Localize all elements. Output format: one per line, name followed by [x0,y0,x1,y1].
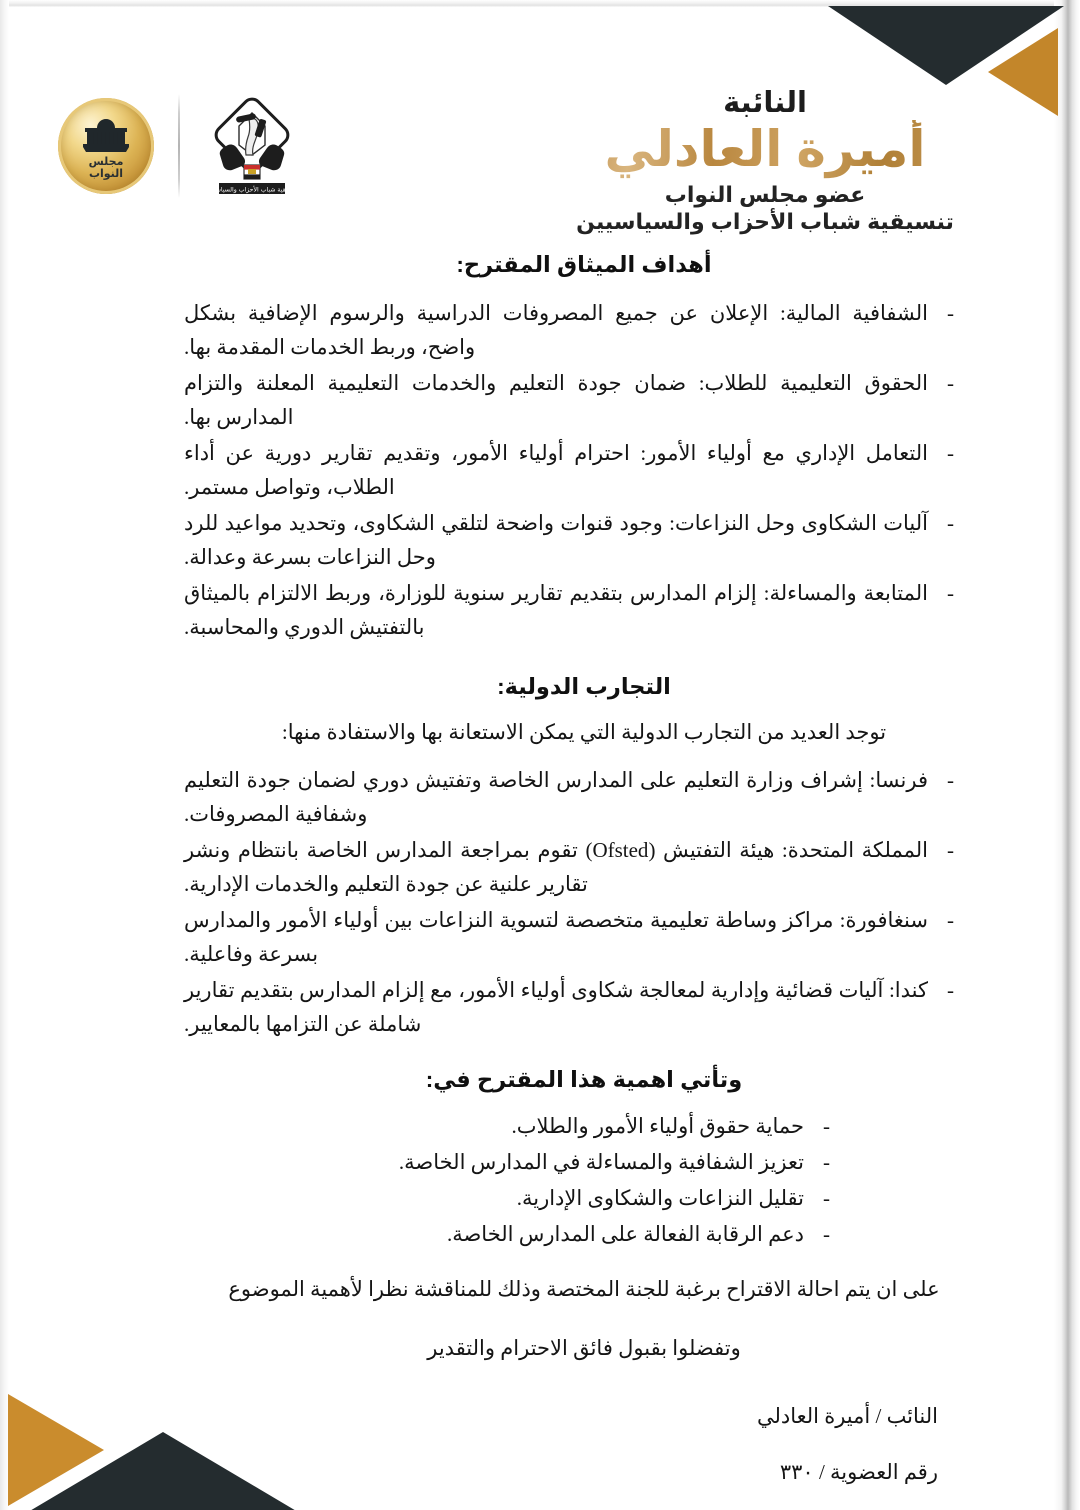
header-subtitle-affiliation: تنسيقية شباب الأحزاب والسياسيين [576,209,954,235]
signature-block [184,1400,984,1489]
parliament-seal-logo [58,98,154,194]
svg-text:مجلس: مجلس [88,155,124,168]
header-subtitle-role: عضو مجلس النواب [664,182,866,208]
svg-text:تنسيقية شباب الأحزاب والسياسيي: تنسيقية شباب الأحزاب والسياسيين [207,186,297,194]
header-title-prefix: النائبة [723,87,807,119]
list-item: - التعامل الإداري مع أولياء الأمور: احترام أولياء الأمور، وتقديم تقارير دورية عن أداء الطلاب، وتواصل مستمر. [184,436,958,504]
importance-heading: وتأتي اهمية هذا المقترح في: [425,1066,743,1092]
signature-name: النائب / أميرة العادلي [756,1404,938,1429]
page-right-edge [1054,0,1080,1510]
list-item: - المتابعة والمساءلة: إلزام المدارس بتقديم تقارير سنوية للوزارة، وربط الالتزام بالميثاق بالتفتيش الدوري والمحاسبة. [184,576,958,644]
svg-text:النواب: النواب [88,167,124,180]
list-item: - دعم الرقابة الفعالة على المدارس الخاصة. [184,1217,834,1251]
list-item: - حماية حقوق أولياء الأمور والطلاب. [184,1109,834,1143]
header-member-name: أميرة العادلي [555,120,975,179]
document-body [184,252,984,1489]
list-item: - كندا: آليات قضائية وإدارية لمعالجة شكاوى أولياء الأمور، مع إلزام المدارس بتقديم تقارير شاملة عن التزامها بالمعايير. [184,973,958,1041]
list-item: - تقليل النزاعات والشكاوى الإدارية. [184,1181,834,1215]
list-item: - تعزيز الشفافية والمساءلة في المدارس الخاصة. [184,1145,834,1179]
list-item: - الحقوق التعليمية للطلاب: ضمان جودة التعليم والخدمات التعليمية المعلنة والتزام المدارس بها. [184,366,958,434]
list-item: - الشفافية المالية: الإعلان عن جميع المصروفات الدراسية والرسوم الإضافية بشكل واضح، وربط الخدمات المقدمة بها. [184,296,958,364]
objectives-list [184,296,984,644]
header-title-block [555,88,975,236]
signature-membership-number: رقم العضوية / ٣٣٠ [779,1459,938,1484]
closing-regards: وتفضلوا بقبول فائق الاحترام والتقدير [427,1336,741,1361]
logo-divider [178,94,180,198]
importance-list [184,1109,984,1251]
international-list [184,763,984,1041]
list-item: - سنغافورة: مراكز وساطة تعليمية متخصصة لتسوية النزاعات بين أولياء الأمور والمدارس بسرعة وفاعلية. [184,903,958,971]
international-intro: توجد العديد من التجارب الدولية التي يمكن الاستعانة بها والاستفادة منها: [281,720,887,745]
youth-parties-coordination-logo [204,92,300,200]
objectives-heading: أهداف الميثاق المقترح: [456,252,712,277]
list-item: - آليات الشكاوى وحل النزاعات: وجود قنوات واضحة لتلقي الشكاوى، وتحديد مواعيد للرد وحل النزاعات بسرعة وعدالة. [184,506,958,574]
closing-request: على ان يتم احالة الاقتراح برغبة للجنة المختصة وذلك للمناقشة نظرا لأهمية الموضوع [228,1276,940,1301]
list-item: - فرنسا: إشراف وزارة التعليم على المدارس الخاصة وتفتيش دوري لضمان جودة التعليم وشفافية المصروفات. [184,763,958,831]
letterhead-header [0,88,1035,263]
list-item: - المملكة المتحدة: هيئة التفتيش (Ofsted) تقوم بمراجعة المدارس الخاصة بانتظام ونشر تقارير علنية عن جودة التعليم والخدمات الإدارية. [184,833,958,901]
international-heading: التجارب الدولية: [497,674,671,700]
logo-group [58,92,300,200]
